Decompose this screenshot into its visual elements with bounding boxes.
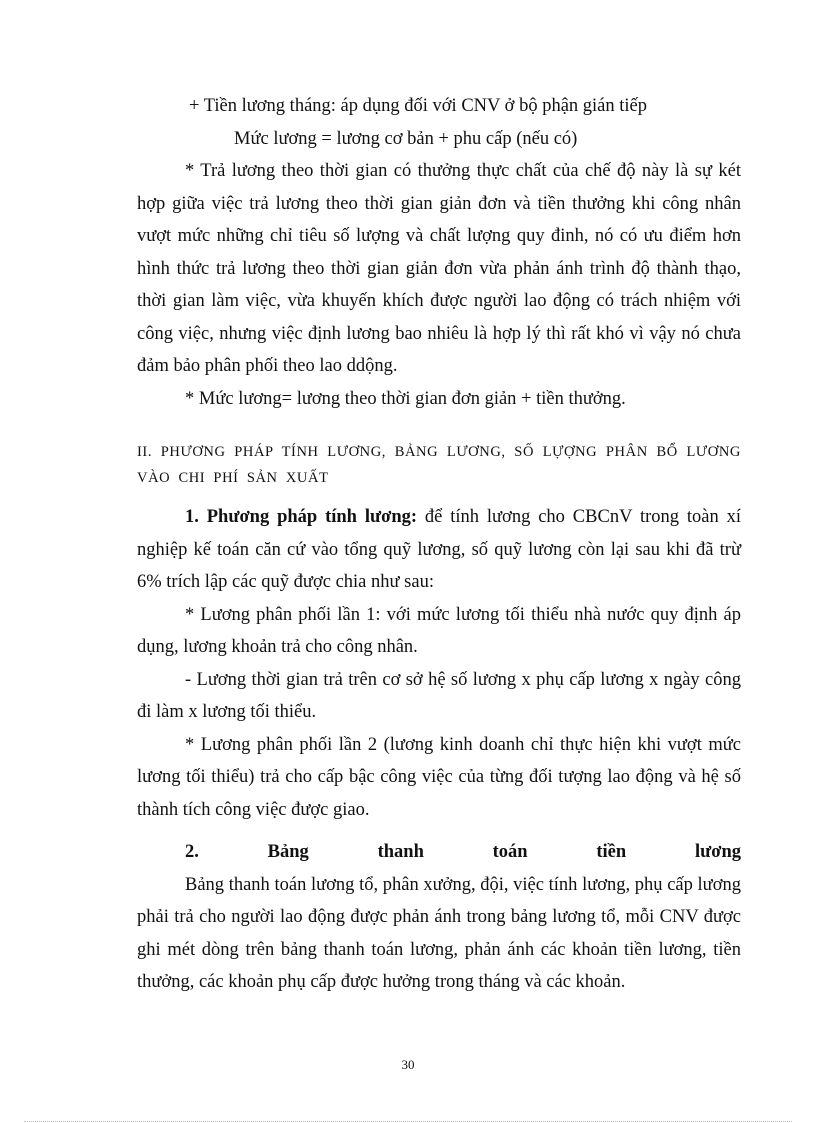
spacer: [137, 826, 741, 836]
page-bottom-divider: [24, 1121, 792, 1122]
subsection-1-title: 1. Phương pháp tính lương:: [185, 507, 418, 527]
section-heading: II. PHƯƠNG PHÁP TÍNH LƯƠNG, BẢNG LƯƠNG, SỐ LỰỢNG PHÂN BỔ LƯƠNG VÀO CHI PHÍ SẢN XUẤT: [137, 444, 741, 486]
page-number: 30: [401, 1057, 415, 1072]
paragraph-distribution-1: * Lương phân phối lần 1: với mức lương tối thiểu nhà nước quy định áp dụng, lương khoản trả cho công nhân.: [137, 604, 741, 657]
salary-formula: Mức lương = lương cơ bản + phu cấp (nếu có): [234, 128, 578, 149]
subsection-2-title: [137, 836, 741, 869]
subsection-2-word: 2.: [185, 842, 199, 862]
page-body: [137, 90, 741, 999]
subsection-2-word: tiền: [596, 842, 627, 862]
paragraph-time-wage: - Lương thời gian trả trên cơ sở hệ số lương x phụ cấp lương x ngày công đi làm x lương tối thiểu.: [137, 669, 741, 722]
salary-formula-bonus: * Mức lương= lương theo thời gian đơn giản + tiền thưởng.: [185, 388, 626, 409]
subsection-2-word: toán: [492, 842, 528, 862]
subsection-1-text: để tính lương cho CBCnV trong toàn xí nghiệp kế toán căn cứ vào tổng quỹ lương, số quỹ lương còn lại sau khi đã trừ 6% trích lập các quỹ được chia như sau:: [137, 507, 741, 592]
paragraph-payroll-sheet: Bảng thanh toán lương tổ, phân xưởng, đội, việc tính lương, phụ cấp lương phải trả cho người lao động được phản ánh trong bảng lương tổ, mỗi CNV được ghi mét dòng trên bảng thanh toán lương, phản ánh các khoản tiền lương, tiền thưởng, các khoản phụ cấp được hưởng trong tháng và các khoản.: [137, 874, 741, 992]
paragraph-time-bonus: * Trả lương theo thời gian có thưởng thực chất của chế độ này là sự két hợp giữa việc trả lương theo thời gian giản đơn và tiền thưởng khi công nhân vượt mức những chỉ tiêu số lượng và chất lượng quy đinh, nó có ưu điểm hơn hình thức trả lương theo thời gian giản đơn vừa phản ánh trình độ thành thạo, thời gian làm việc, vừa khuyến khích được người lao động có trách nhiệm với công việc, nhưng việc định lương bao nhiêu là hợp lý thì rất khó vì vậy nó chưa đảm bảo phân phối theo lao ddộng.: [137, 161, 741, 376]
subsection-2-word: Bảng: [267, 842, 309, 862]
subsection-2-word: lương: [694, 842, 741, 862]
subsection-2-word: thanh: [377, 842, 424, 862]
subsection-1: [137, 501, 741, 599]
paragraph-monthly-salary: + Tiền lương tháng: áp dụng đối với CNV ở bộ phận gián tiếp: [189, 96, 648, 116]
paragraph-distribution-2: * Lương phân phối lần 2 (lương kinh doanh chỉ thực hiện khi vượt mức lương tối thiểu) trả cho cấp bậc công việc của từng đối tượng lao động và hệ số thành tích công việc được giao.: [137, 734, 741, 820]
